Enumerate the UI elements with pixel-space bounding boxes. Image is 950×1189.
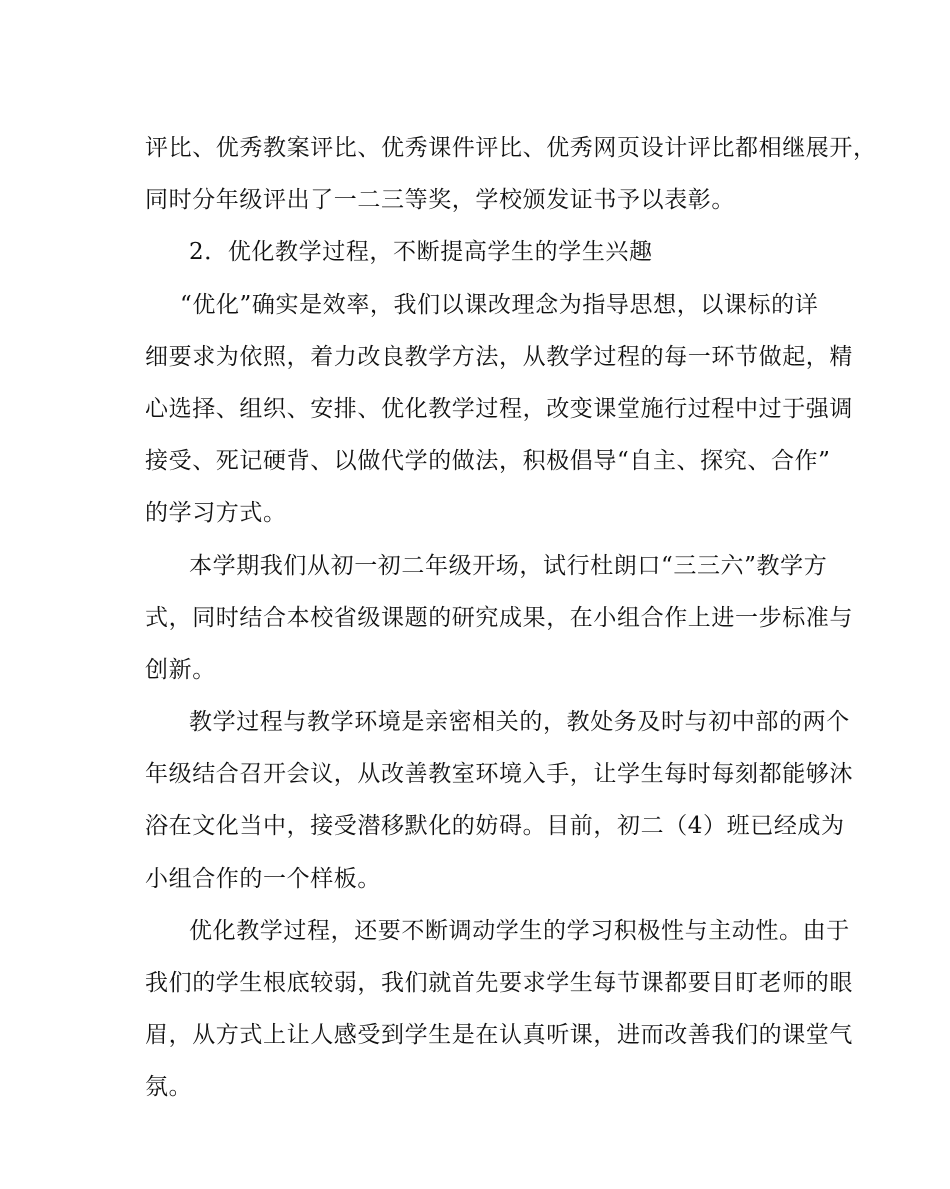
text-line-14: 浴在文化当中，接受潜移默化的妨碍。目前，初二（4）班已经成为 xyxy=(145,813,845,839)
text-line-16: 优化教学过程，还要不断调动学生的学习积极性与主动性。由于 xyxy=(189,918,850,944)
text-line-15: 小组合作的一个样板。 xyxy=(145,866,381,892)
text-line-2: 同时分年级评出了一二三等奖，学校颁发证书予以表彰。 xyxy=(145,187,735,213)
text-line-4: “优化”确实是效率，我们以课改理念为指导思想，以课标的详 xyxy=(180,292,819,318)
text-line-9: 本学期我们从初一初二年级开场，试行杜朗口“三三六”教学方 xyxy=(189,553,828,579)
text-line-7: 接受、死记硬背、以做代学的做法，积极倡导“自主、探究、合作” xyxy=(145,448,831,474)
text-line-5: 细要求为依照，着力改良教学方法，从教学过程的每一环节做起，精 xyxy=(145,344,853,370)
text-line-8: 的学习方式。 xyxy=(145,500,287,526)
text-line-10: 式，同时结合本校省级课题的研究成果，在小组合作上进一步标准与 xyxy=(145,605,853,631)
text-line-13: 年级结合召开会议，从改善教室环境入手，让学生每时每刻都能够沐 xyxy=(145,761,853,787)
section-heading: 2．优化教学过程，不断提高学生的学生兴趣 xyxy=(189,239,653,265)
text-line-6: 心选择、组织、安排、优化教学过程，改变课堂施行过程中过于强调 xyxy=(145,396,853,422)
text-line-12: 教学过程与教学环境是亲密相关的，教处务及时与初中部的两个 xyxy=(189,709,850,735)
text-line-11: 创新。 xyxy=(145,657,216,683)
text-line-18: 眉，从方式上让人感受到学生是在认真听课，进而改善我们的课堂气 xyxy=(145,1022,853,1048)
text-line-1: 评比、优秀教案评比、优秀课件评比、优秀网页设计评比都相继展开， xyxy=(145,135,877,161)
text-line-17: 我们的学生根底较弱，我们就首先要求学生每节课都要目盯老师的眼 xyxy=(145,970,853,996)
text-line-19: 氛。 xyxy=(145,1074,193,1100)
